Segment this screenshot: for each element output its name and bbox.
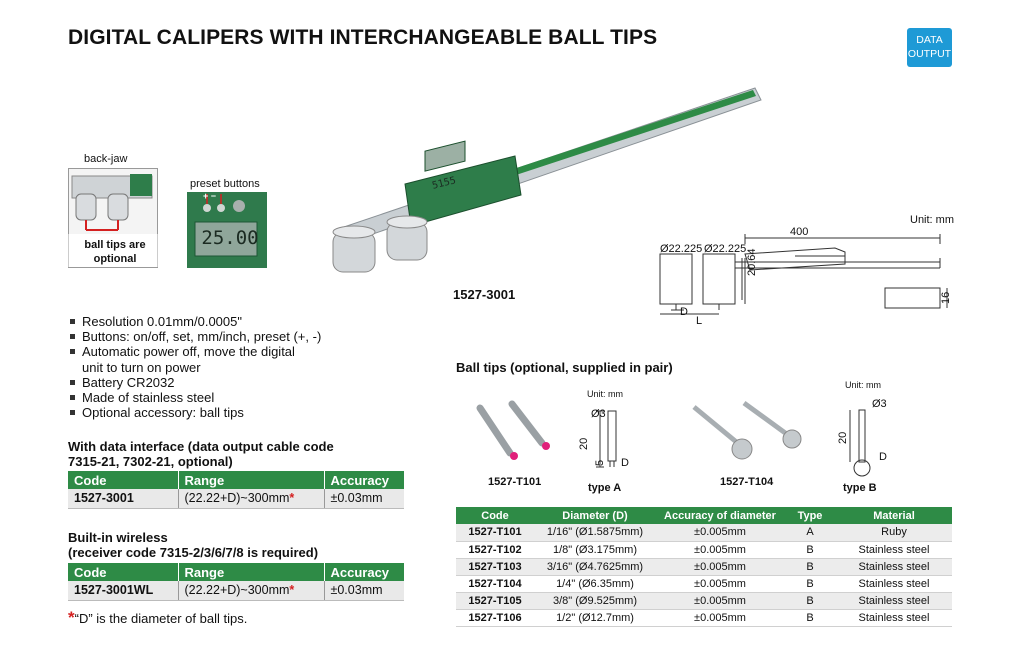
cell-material: Stainless steel <box>836 541 952 558</box>
feature-item: Battery CR2032 <box>68 375 321 390</box>
star-mark: * <box>289 491 295 506</box>
cell-diameter: 1/2" (Ø12.7mm) <box>534 609 656 626</box>
wired-heading-1: With data interface (data output cable code <box>68 439 334 454</box>
cell-type: B <box>784 575 836 592</box>
col-type: Type <box>784 507 836 524</box>
model-number: 1527-3001 <box>453 287 516 302</box>
star-mark: * <box>289 583 295 598</box>
feature-item: Resolution 0.01mm/0.0005" <box>68 314 321 329</box>
type-b-drawing <box>840 400 900 480</box>
cell-diameter: 1/4" (Ø6.35mm) <box>534 575 656 592</box>
table-row <box>456 592 952 609</box>
data-output-badge <box>907 28 952 67</box>
cell-material: Stainless steel <box>836 575 952 592</box>
table-row <box>68 489 404 508</box>
tip-b-code: 1527-T104 <box>720 476 774 488</box>
col-accuracy: Accuracy <box>324 563 404 581</box>
type-a-label: type A <box>588 482 622 494</box>
preset-signs: + − <box>203 191 217 201</box>
cell-code: 1527-T104 <box>456 575 534 592</box>
ball-tips-table <box>456 507 952 627</box>
cell-diameter: 3/16" (Ø4.7625mm) <box>534 558 656 575</box>
ball-tips-heading: Ball tips (optional, supplied in pair) <box>456 360 673 375</box>
cell-accuracy: ±0.005mm <box>656 575 784 592</box>
col-code: Code <box>68 471 178 489</box>
tip-a-d: D <box>621 457 629 469</box>
col-accuracy: Accuracy <box>324 471 404 489</box>
note-line-2: optional <box>93 253 137 265</box>
tip-a-short: 5 <box>594 459 606 466</box>
range-text: (22.22+D)~300mm <box>184 491 290 506</box>
wired-heading <box>68 439 334 469</box>
main-lcd-value: 5155 <box>431 175 458 192</box>
col-code: Code <box>456 507 534 524</box>
table-row <box>456 524 952 541</box>
col-code: Code <box>68 563 178 581</box>
note-line-1: ball tips are <box>84 239 146 251</box>
cell-material: Stainless steel <box>836 558 952 575</box>
tip-b-d: D <box>879 451 887 463</box>
cell-diameter: 1/8" (Ø3.175mm) <box>534 541 656 558</box>
cell-code: 1527-T103 <box>456 558 534 575</box>
dimension-dia-2: Ø22.225 <box>704 243 747 255</box>
cell-accuracy: ±0.005mm <box>656 592 784 609</box>
cell-accuracy: ±0.005mm <box>656 558 784 575</box>
cell-accuracy: ±0.005mm <box>656 609 784 626</box>
table-row <box>68 581 404 600</box>
cell-type: A <box>784 524 836 541</box>
table-row <box>456 575 952 592</box>
drawing-unit: Unit: mm <box>910 214 954 226</box>
type-b-label: type B <box>843 482 877 494</box>
cell-code: 1527-T101 <box>456 524 534 541</box>
wired-spec-table <box>68 471 404 509</box>
wireless-heading-1: Built-in wireless <box>68 530 168 545</box>
tip-b-dia: Ø3 <box>872 398 887 410</box>
col-material: Material <box>836 507 952 524</box>
cell-accuracy: ±0.03mm <box>324 581 404 600</box>
feature-item: Optional accessory: ball tips <box>68 405 321 420</box>
preset-lcd-value: 25.00 <box>201 227 259 249</box>
page-title: DIGITAL CALIPERS WITH INTERCHANGEABLE BALL TIPS <box>68 26 658 49</box>
cell-accuracy: ±0.005mm <box>656 524 784 541</box>
ball-tip-b-photo <box>688 397 808 467</box>
table-row <box>456 609 952 626</box>
technical-drawing <box>655 230 955 325</box>
cell-range <box>178 489 324 508</box>
badge-line-2: OUTPUT <box>907 48 952 60</box>
feature-item: Made of stainless steel <box>68 390 321 405</box>
footnote-text: “D” is the diameter of ball tips. <box>74 611 248 626</box>
dimension-d: D <box>680 306 688 318</box>
cell-material: Ruby <box>836 524 952 541</box>
col-range: Range <box>178 471 324 489</box>
col-range: Range <box>178 563 324 581</box>
col-accuracy: Accuracy of diameter <box>656 507 784 524</box>
tip-a-dia: Ø3 <box>591 408 606 420</box>
preset-buttons-label: preset buttons <box>190 178 260 190</box>
cell-range <box>178 581 324 600</box>
wired-heading-2: 7315-21, 7302-21, optional) <box>68 454 233 469</box>
footnote-star: * <box>68 608 75 627</box>
col-diameter: Diameter (D) <box>534 507 656 524</box>
dimension-height: 20.64 <box>746 248 758 276</box>
cell-code: 1527-T102 <box>456 541 534 558</box>
feature-item: Automatic power off, move the digital <box>68 344 321 359</box>
wireless-heading-2: (receiver code 7315-2/3/6/7/8 is required) <box>68 545 319 560</box>
dimension-thickness: 16 <box>940 291 952 304</box>
cell-type: B <box>784 558 836 575</box>
dimension-dia-1: Ø22.225 <box>660 243 703 255</box>
tip-b-unit: Unit: mm <box>845 380 881 390</box>
cell-accuracy: ±0.03mm <box>324 489 404 508</box>
cell-code: 1527-T105 <box>456 592 534 609</box>
badge-line-1: DATA <box>916 34 943 46</box>
dimension-l: L <box>696 315 703 327</box>
feature-item: Buttons: on/off, set, mm/inch, preset (+, -) <box>68 329 321 344</box>
cell-type: B <box>784 541 836 558</box>
tip-b-length: 20 <box>837 431 849 444</box>
cell-code: 1527-3001WL <box>68 581 178 600</box>
cell-type: B <box>784 609 836 626</box>
cell-accuracy: ±0.005mm <box>656 541 784 558</box>
feature-list <box>68 314 321 420</box>
tip-a-length: 20 <box>578 437 590 450</box>
cell-diameter: 3/8" (Ø9.525mm) <box>534 592 656 609</box>
table-row <box>456 558 952 575</box>
tip-a-code: 1527-T101 <box>488 476 542 488</box>
cell-material: Stainless steel <box>836 609 952 626</box>
back-jaw-label: back-jaw <box>84 153 128 165</box>
wireless-heading <box>68 530 318 560</box>
ball-tips-optional-note <box>78 238 152 266</box>
cell-material: Stainless steel <box>836 592 952 609</box>
wireless-spec-table <box>68 563 404 601</box>
cell-diameter: 1/16" (Ø1.5875mm) <box>534 524 656 541</box>
feature-item-continued: unit to turn on power <box>82 359 201 375</box>
tip-a-unit: Unit: mm <box>587 389 623 399</box>
range-text: (22.22+D)~300mm <box>184 583 290 598</box>
dimension-length: 400 <box>790 226 809 238</box>
cell-code: 1527-T106 <box>456 609 534 626</box>
table-row <box>456 541 952 558</box>
cell-type: B <box>784 592 836 609</box>
cell-code: 1527-3001 <box>68 489 178 508</box>
footnote <box>68 608 247 628</box>
ball-tip-a-photo <box>470 398 560 463</box>
